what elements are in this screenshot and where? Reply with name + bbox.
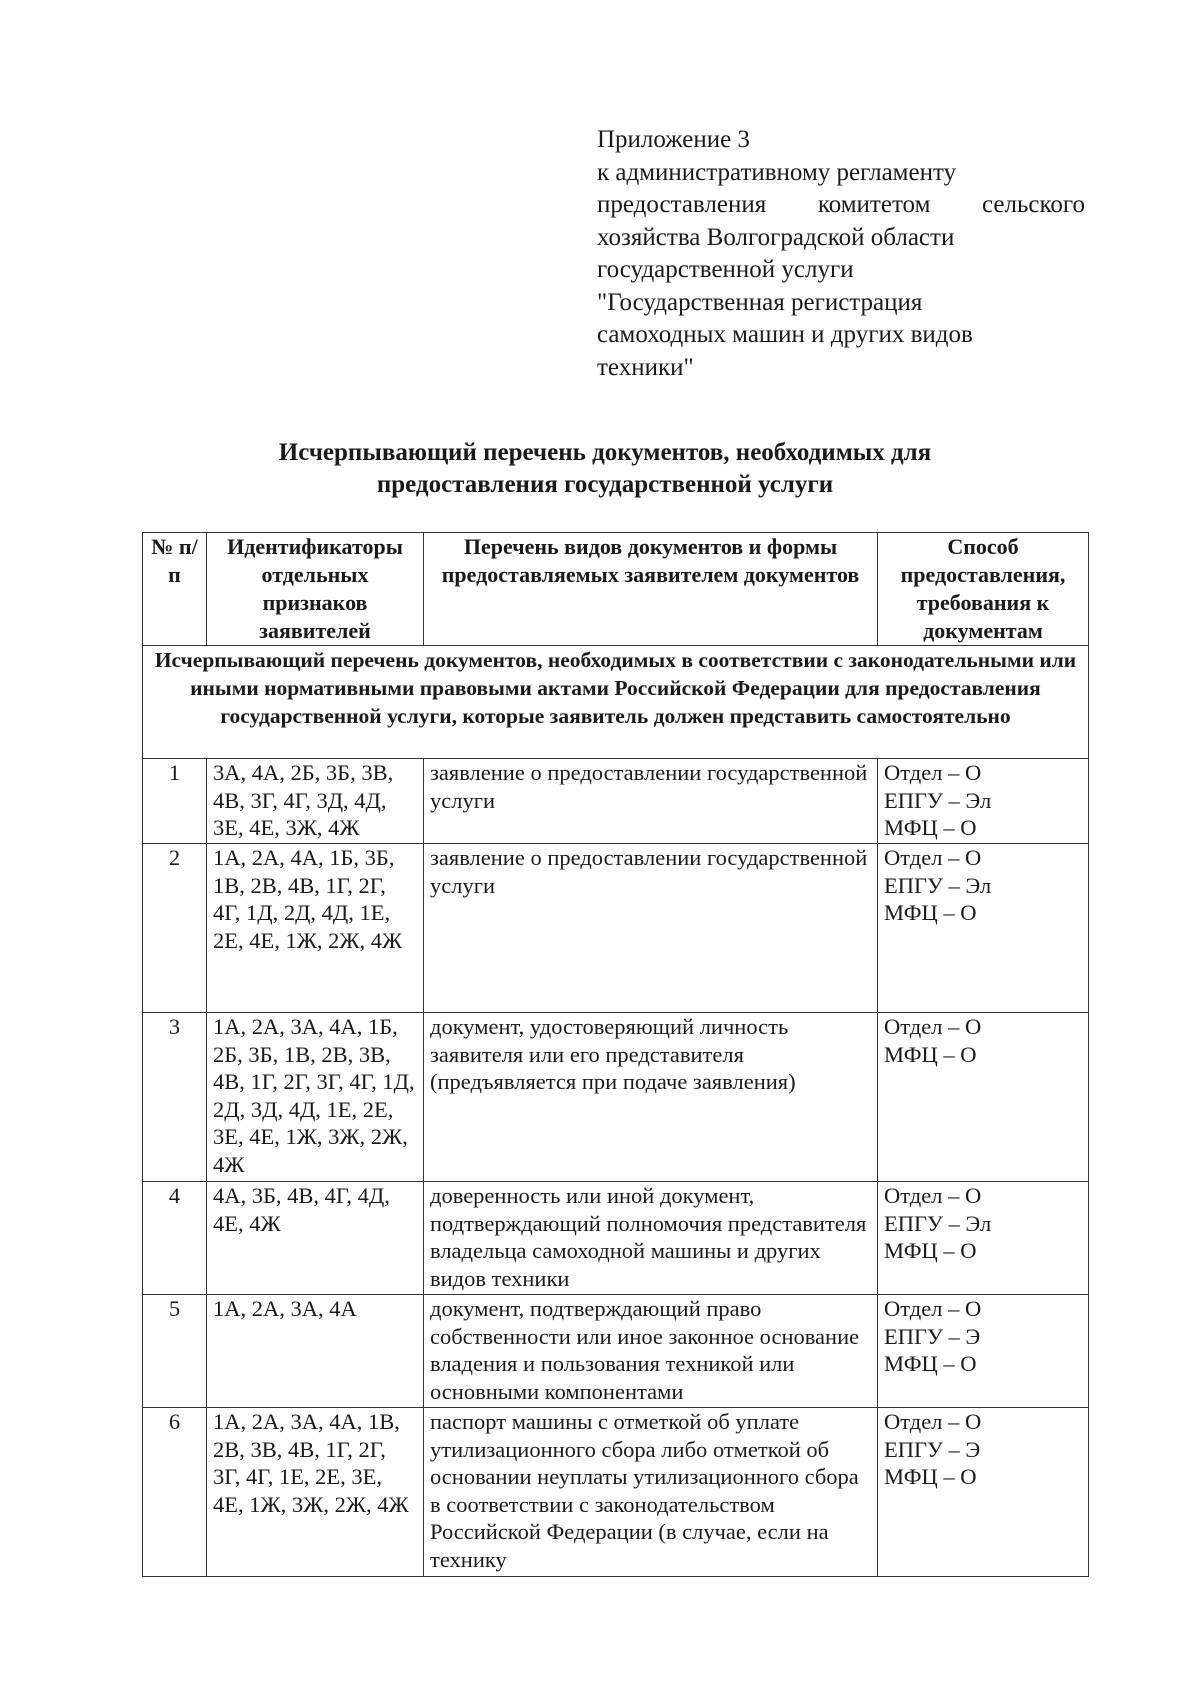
document-title-line: предоставления государственной услуги <box>376 471 834 498</box>
method-line: ЕПГУ – Эл <box>884 1210 992 1236</box>
header-document-list: Перечень видов документов и формы предоставляемых заявителем документов <box>424 533 878 646</box>
table-header-row <box>143 533 1089 646</box>
table-section-row <box>143 646 1089 759</box>
table-row <box>143 759 1089 844</box>
row-identifiers: 4А, 3Б, 4В, 4Г, 4Д, 4Е, 4Ж <box>207 1182 424 1295</box>
row-document: доверенность или иной документ, подтверждающий полномочия представителя владельца самоходной машины и других видов техники <box>424 1182 878 1295</box>
method-line: МФЦ – О <box>884 815 977 840</box>
header-identifiers: Идентификаторы отдельных признаков заявителей <box>207 533 424 646</box>
table-row <box>143 1182 1089 1295</box>
row-method <box>878 1295 1089 1408</box>
row-number: 6 <box>143 1408 207 1577</box>
document-title <box>140 437 1070 501</box>
row-identifiers: 1А, 2А, 3А, 4А <box>207 1295 424 1408</box>
row-document: заявление о предоставлении государственной услуги <box>424 759 878 844</box>
annex-word: предоставления <box>597 191 767 218</box>
row-document: документ, удостоверяющий личность заявителя или его представителя (предъявляется при подаче заявления) <box>424 1013 878 1182</box>
documents-table <box>142 532 1089 1577</box>
table-row <box>143 1295 1089 1408</box>
annex-line: "Государственная регистрация <box>597 288 923 316</box>
annex-line: техники" <box>597 353 694 381</box>
annex-word: комитетом <box>817 191 931 218</box>
row-method <box>878 759 1089 844</box>
method-line: МФЦ – О <box>884 900 977 925</box>
row-identifiers: 1А, 2А, 3А, 4А, 1Б, 2Б, 3Б, 1В, 2В, 3В, 4В, 1Г, 2Г, 3Г, 4Г, 1Д, 2Д, 3Д, 4Д, 1Е, 2Е, 3Е, 4Е, 1Ж, 3Ж, 2Ж, 4Ж <box>207 1013 424 1182</box>
row-identifiers: 1А, 2А, 3А, 4А, 1В, 2В, 3В, 4В, 1Г, 2Г, 3Г, 4Г, 1Е, 2Е, 3Е, 4Е, 1Ж, 3Ж, 2Ж, 4Ж <box>207 1408 424 1577</box>
row-number: 2 <box>143 844 207 1013</box>
method-line: МФЦ – О <box>884 1238 977 1263</box>
row-number: 3 <box>143 1013 207 1182</box>
annex-line: к административному регламенту <box>597 158 957 186</box>
method-line: Отдел – О <box>884 1296 982 1321</box>
table-row <box>143 1408 1089 1577</box>
row-document: заявление о предоставлении государственной услуги <box>424 844 878 1013</box>
method-line: Отдел – О <box>884 760 982 785</box>
method-line: Отдел – О <box>884 1409 982 1434</box>
row-method <box>878 1408 1089 1577</box>
annex-block <box>597 124 1085 384</box>
method-line: Отдел – О <box>884 1014 982 1039</box>
table-row <box>143 1013 1089 1182</box>
method-line: ЕПГУ – Э <box>884 1436 981 1462</box>
method-line: МФЦ – О <box>884 1041 977 1067</box>
annex-word: сельского <box>982 191 1085 218</box>
annex-line: самоходных машин и других видов <box>597 321 973 348</box>
method-line: ЕПГУ – Эл <box>884 787 992 813</box>
row-document: документ, подтверждающий право собственности или иное законное основание владения и пользования техникой или основными компонентами <box>424 1295 878 1408</box>
annex-line: государственной услуги <box>597 256 854 283</box>
row-number: 1 <box>143 759 207 844</box>
document-title-line: Исчерпывающий перечень документов, необходимых для <box>278 439 932 466</box>
annex-line: Приложение 3 <box>597 126 750 153</box>
annex-line: хозяйства Волгоградской области <box>597 223 955 251</box>
row-method <box>878 1182 1089 1295</box>
method-line: МФЦ – О <box>884 1464 977 1489</box>
row-method <box>878 844 1089 1013</box>
row-number: 4 <box>143 1182 207 1295</box>
table-row <box>143 844 1089 1013</box>
method-line: ЕПГУ – Эл <box>884 872 992 898</box>
method-line: Отдел – О <box>884 1183 982 1208</box>
method-line: МФЦ – О <box>884 1351 977 1376</box>
method-line: ЕПГУ – Э <box>884 1323 981 1349</box>
header-num: № п/п <box>143 533 207 646</box>
header-submission-method: Способ предоставления, требования к документам <box>878 533 1089 646</box>
section-title: Исчерпывающий перечень документов, необходимых в соответствии с законодательными или иными нормативными правовыми актами Российской Федерации для предоставления государственной услуги, которые заявитель должен представить самостоятельно <box>143 646 1089 759</box>
row-method <box>878 1013 1089 1182</box>
row-identifiers: 1А, 2А, 4А, 1Б, 3Б, 1В, 2В, 4В, 1Г, 2Г, 4Г, 1Д, 2Д, 4Д, 1Е, 2Е, 4Е, 1Ж, 2Ж, 4Ж <box>207 844 424 1013</box>
annex-line-justified <box>597 189 1085 222</box>
row-document: паспорт машины с отметкой об уплате утилизационного сбора либо отметкой об основании неуплаты утилизационного сбора в соответствии с законодательством Российской Федерации (в случае, если на технику <box>424 1408 878 1577</box>
row-identifiers: 3А, 4А, 2Б, 3Б, 3В, 4В, 3Г, 4Г, 3Д, 4Д, 3Е, 4Е, 3Ж, 4Ж <box>207 759 424 844</box>
method-line: Отдел – О <box>884 845 982 870</box>
row-number: 5 <box>143 1295 207 1408</box>
